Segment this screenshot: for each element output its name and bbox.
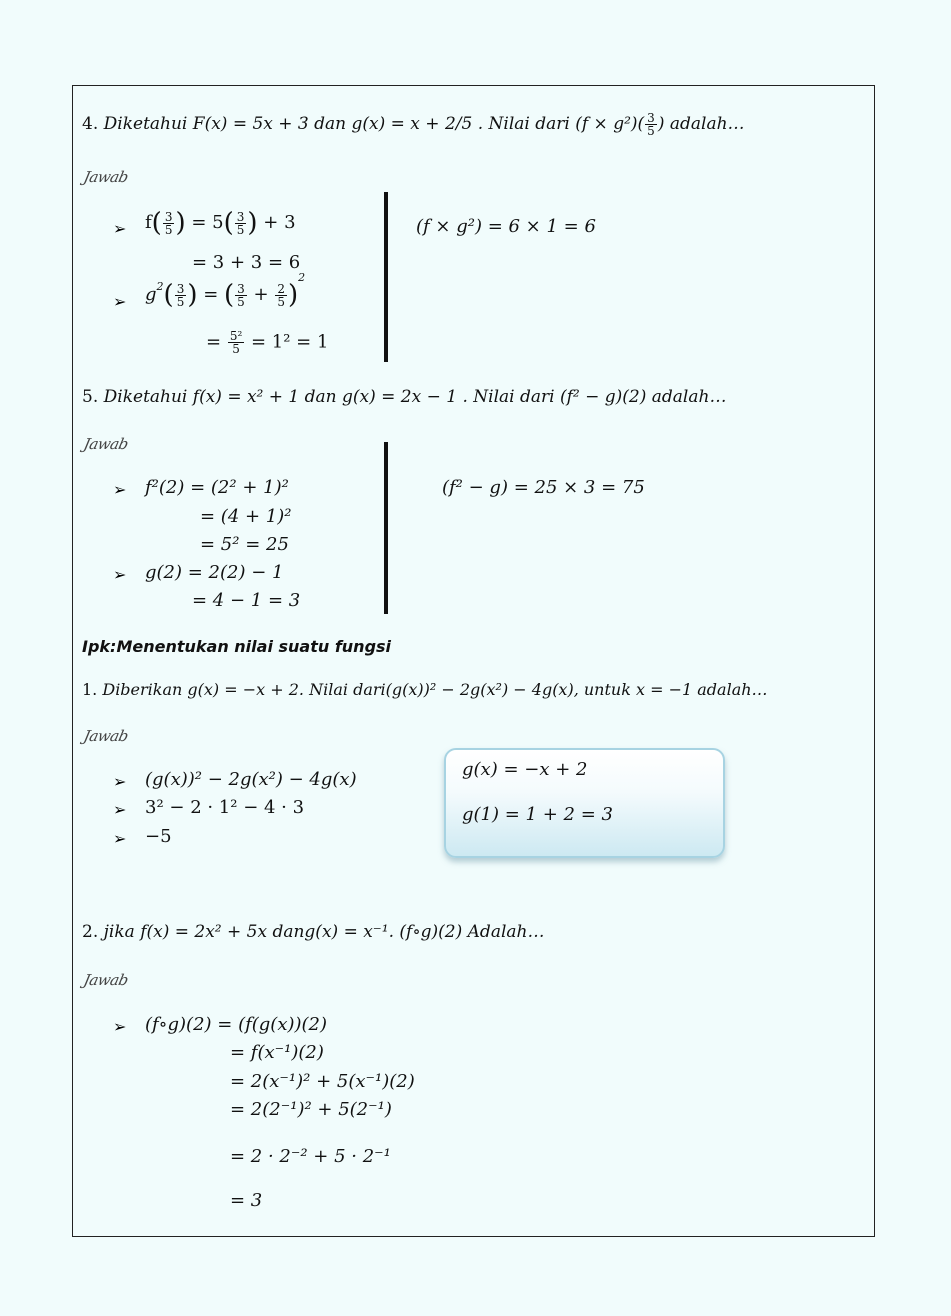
q4-tail: ) adalah…	[657, 114, 745, 134]
ipk-heading: Ipk:Menentukan nilai suatu fungsi	[82, 637, 392, 656]
q4-text: Diketahui F(x) = 5x + 3 dan g(x) = x + 2/5 . Nilai dari (f × g²)(	[103, 114, 645, 134]
q1-number: 1.	[82, 680, 98, 699]
q4-line-3: $g^2$( $\frac{3}{5}$ ) = ( $\frac{3}{5}$ + $\frac{2}{5}$ )$^2$	[145, 271, 306, 310]
q5-text: Diketahui f(x) = x² + 1 dan g(x) = 2x − 1 . Nilai dari (f² − g)(2) adalah…	[103, 387, 727, 407]
q2-line-4: = 2(2⁻¹)² + 5(2⁻¹)	[230, 1099, 392, 1120]
bullet-icon: ➢	[113, 829, 127, 848]
q4-line-2: = 3 + 3 = 6	[192, 252, 301, 273]
divider-line	[384, 442, 388, 614]
q5-line-2: = (4 + 1)²	[200, 506, 292, 527]
q4-number: 4.	[82, 114, 99, 134]
q5-line-5: = 4 − 1 = 3	[192, 590, 301, 611]
q1-line-1: (g(x))² − 2g(x²) − 4g(x)	[145, 769, 357, 790]
q2-line-2: = f(x⁻¹)(2)	[230, 1042, 324, 1063]
bullet-icon: ➢	[113, 219, 127, 238]
q1-line-3: −5	[145, 826, 172, 847]
q1-question	[82, 680, 768, 699]
q5-result: (f² − g) = 25 × 3 = 75	[442, 477, 645, 498]
q2-number: 2.	[82, 922, 99, 942]
box-line-2: g(1) = 1 + 2 = 3	[462, 804, 613, 825]
q2-text: jika f(x) = 2x² + 5x dang(x) = x⁻¹. (f∘g)(2) Adalah…	[103, 922, 545, 942]
q2-line-6: = 3	[230, 1190, 263, 1211]
bullet-icon: ➢	[113, 565, 127, 584]
q5-question	[82, 387, 726, 407]
q2-line-5: = 2 · 2⁻² + 5 · 2⁻¹	[230, 1146, 391, 1167]
q1-text: Diberikan g(x) = −x + 2. Nilai dari(g(x))² − 2g(x²) − 4g(x), untuk x = −1 adalah…	[102, 680, 768, 699]
q2-line-3: = 2(x⁻¹)² + 5(x⁻¹)(2)	[230, 1071, 415, 1092]
q5-number: 5.	[82, 387, 99, 407]
q1-line-2: 3² − 2 · 1² − 4 · 3	[145, 797, 305, 818]
bullet-icon: ➢	[113, 1017, 127, 1036]
q5-line-1: f²(2) = (2² + 1)²	[145, 477, 289, 498]
q4-jawab-label: Jawab	[82, 168, 130, 186]
q5-line-3: = 5² = 25	[200, 534, 289, 555]
q5-line-4: g(2) = 2(2) − 1	[145, 562, 284, 583]
q2-jawab-label: Jawab	[82, 971, 130, 989]
box-line-1: g(x) = −x + 2	[462, 759, 588, 780]
q4-question: 4. Diketahui F(x) = 5x + 3 dan g(x) = x + 2/5 . Nilai dari (f × g²)( $\frac{3}{5}$ ) adalah…	[82, 111, 745, 138]
bullet-icon: ➢	[113, 800, 127, 819]
q1-jawab-label: Jawab	[82, 727, 130, 745]
divider-line	[384, 192, 388, 362]
q2-question	[82, 922, 544, 942]
bullet-icon: ➢	[113, 772, 127, 791]
q4-line-4: = $\frac{\text{5²}}{5}$ = 1² = 1	[206, 329, 329, 356]
q2-line-1: (f∘g)(2) = (f(g(x))(2)	[145, 1014, 328, 1035]
q5-jawab-label: Jawab	[82, 435, 130, 453]
bullet-icon: ➢	[113, 292, 127, 311]
q4-result: (f × g²) = 6 × 1 = 6	[416, 216, 596, 237]
bullet-icon: ➢	[113, 480, 127, 499]
q4-line-1: f( $\frac{3}{5}$ ) = 5( $\frac{3}{5}$ ) + 3	[145, 208, 296, 238]
